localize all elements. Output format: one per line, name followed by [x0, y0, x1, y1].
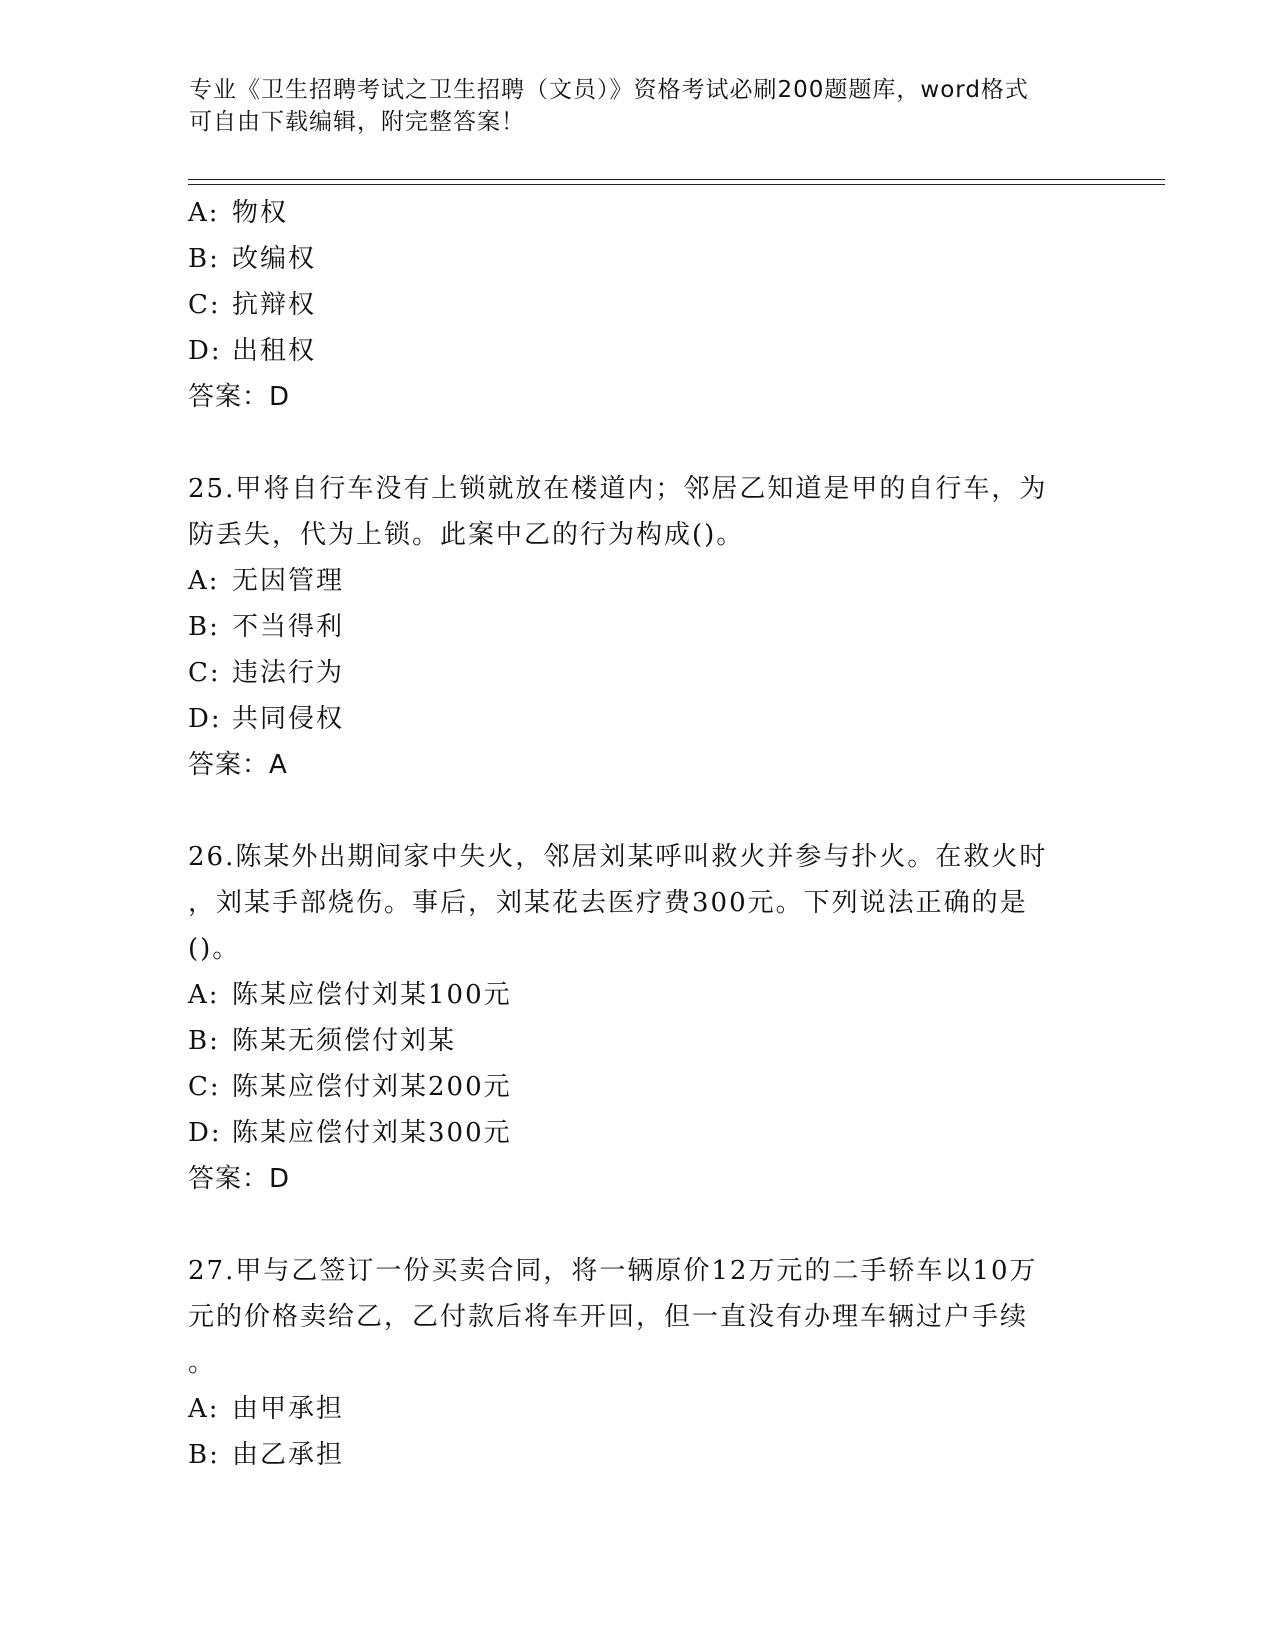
- question-25: [188, 466, 1078, 788]
- question-list: [188, 190, 1078, 1478]
- option-d: D: 出租权: [188, 336, 317, 366]
- option-d: D: 共同侵权: [188, 704, 345, 734]
- question-stem-line: 26.陈某外出期间家中失火，邻居刘某呼叫救火并参与扑火。在救火时: [188, 842, 1048, 872]
- question-27: [188, 1248, 1078, 1478]
- option-d: D: 陈某应偿付刘某300元: [188, 1118, 512, 1148]
- option-c: C: 抗辩权: [188, 290, 317, 320]
- option-a: A: 物权: [188, 198, 289, 228]
- question-24: [188, 190, 1078, 420]
- answer-line: 答案：D: [188, 1164, 291, 1194]
- option-b: B: 陈某无须偿付刘某: [188, 1026, 457, 1056]
- question-26: [188, 834, 1078, 1202]
- question-stem-line: 元的价格卖给乙，乙付款后将车开回，但一直没有办理车辆过户手续: [188, 1302, 1029, 1332]
- option-c: C: 陈某应偿付刘某200元: [188, 1072, 512, 1102]
- option-b: B: 改编权: [188, 244, 317, 274]
- answer-line: 答案：A: [188, 750, 288, 780]
- option-b: B: 不当得利: [188, 612, 345, 642]
- header-divider-bottom: [188, 184, 1165, 185]
- option-a: A: 无因管理: [188, 566, 345, 596]
- header-line-1: 专业《卫生招聘考试之卫生招聘（文员）》资格考试必刷200题题库，word格式: [189, 77, 1029, 103]
- document-header: [189, 74, 1069, 138]
- option-a: A: 陈某应偿付刘某100元: [188, 980, 512, 1010]
- question-stem-line: ，刘某手部烧伤。事后，刘某花去医疗费300元。下列说法正确的是: [188, 888, 1028, 918]
- question-stem-line: 防丢失，代为上锁。此案中乙的行为构成()。: [188, 520, 745, 550]
- header-line-2: 可自由下载编辑，附完整答案！: [189, 109, 525, 135]
- option-a: A: 由甲承担: [188, 1394, 345, 1424]
- question-stem-line: 25.甲将自行车没有上锁就放在楼道内；邻居乙知道是甲的自行车，为: [188, 474, 1048, 504]
- header-divider-top: [188, 179, 1165, 180]
- question-stem-line: 。: [188, 1348, 217, 1378]
- option-b: B: 由乙承担: [188, 1440, 345, 1470]
- question-stem-line: ()。: [188, 934, 241, 964]
- answer-line: 答案：D: [188, 382, 291, 412]
- option-c: C: 违法行为: [188, 658, 345, 688]
- question-stem-line: 27.甲与乙签订一份买卖合同，将一辆原价12万元的二手轿车以10万: [188, 1256, 1038, 1286]
